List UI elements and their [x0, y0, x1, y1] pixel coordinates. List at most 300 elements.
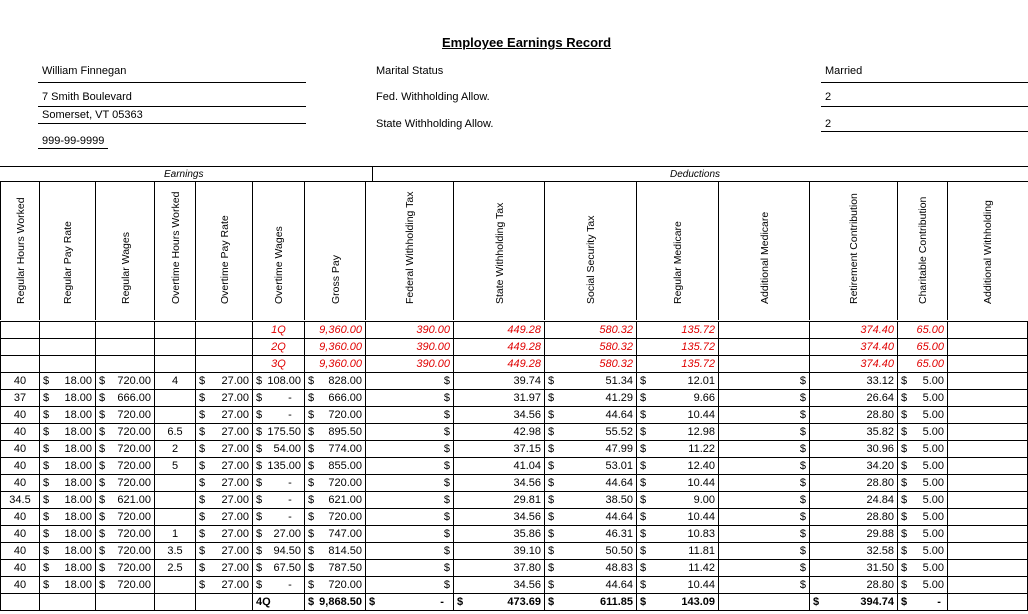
- table-cell: 449.28: [454, 322, 545, 339]
- table-cell: $ -: [253, 577, 305, 594]
- table-cell: $: [719, 373, 810, 390]
- column-header-label: State Withholding Tax: [493, 202, 506, 304]
- table-cell: $ 18.00: [40, 543, 96, 560]
- column-header-label: Regular Wages: [119, 232, 132, 304]
- total-ss: $ 611.85: [545, 594, 637, 611]
- table-cell: $ 54.00: [253, 441, 305, 458]
- column-header: [809, 182, 898, 320]
- table-cell: 26.64: [810, 390, 898, 407]
- column-header-label: Charitable Contribution: [917, 196, 929, 304]
- table-cell: $ 12.40: [637, 458, 719, 475]
- table-cell: $ 27.00: [196, 577, 253, 594]
- table-cell: $ 27.00: [253, 526, 305, 543]
- table-cell: [1, 339, 40, 356]
- table-cell: $: [366, 407, 454, 424]
- total-row: [1, 594, 1028, 611]
- table-cell: $ 12.98: [637, 424, 719, 441]
- table-cell: 135.72: [637, 339, 719, 356]
- table-cell: 35.86: [454, 526, 545, 543]
- table-cell: $ 5.00: [898, 390, 948, 407]
- divider: [821, 82, 1028, 83]
- table-cell: 40: [1, 407, 40, 424]
- column-header: [718, 182, 810, 320]
- table-cell: $ 5.00: [898, 509, 948, 526]
- table-cell: $: [719, 560, 810, 577]
- table-cell: $: [366, 543, 454, 560]
- total-gross: $ 9,868.50: [305, 594, 366, 611]
- table-cell: $ 774.00: [305, 441, 366, 458]
- table-row: [1, 509, 1028, 526]
- table-cell: [196, 322, 253, 339]
- table-cell: $ 11.42: [637, 560, 719, 577]
- quarter-label: 1Q: [253, 322, 305, 339]
- table-cell: 37.80: [454, 560, 545, 577]
- table-cell: 135.72: [637, 322, 719, 339]
- table-cell: 580.32: [545, 339, 637, 356]
- table-cell: 40: [1, 543, 40, 560]
- table-cell: 374.40: [810, 322, 898, 339]
- table-cell: $ 53.01: [545, 458, 637, 475]
- quarter-row: [1, 356, 1028, 373]
- table-cell: 39.10: [454, 543, 545, 560]
- table-cell: [155, 509, 196, 526]
- table-cell: [40, 339, 96, 356]
- table-cell: 65.00: [898, 339, 948, 356]
- table-cell: $: [719, 458, 810, 475]
- table-cell: [1, 356, 40, 373]
- table-cell: $: [366, 492, 454, 509]
- table-cell: $ 18.00: [40, 373, 96, 390]
- table-cell: [948, 322, 1028, 339]
- table-cell: 34.20: [810, 458, 898, 475]
- table-cell: $ 10.44: [637, 407, 719, 424]
- table-cell: $ 27.00: [196, 441, 253, 458]
- table-row: [1, 373, 1028, 390]
- table-cell: 39.74: [454, 373, 545, 390]
- table-cell: $ 48.83: [545, 560, 637, 577]
- table-cell: $: [366, 373, 454, 390]
- total-medicare: $ 143.09: [637, 594, 719, 611]
- table-cell: $ 720.00: [305, 475, 366, 492]
- table-cell: [948, 560, 1028, 577]
- table-cell: $: [366, 458, 454, 475]
- table-cell: $ 5.00: [898, 441, 948, 458]
- table-cell: $ 18.00: [40, 424, 96, 441]
- quarter-label: 2Q: [253, 339, 305, 356]
- table-row: [1, 577, 1028, 594]
- table-row: [1, 390, 1028, 407]
- table-cell: $ 44.64: [545, 407, 637, 424]
- table-cell: 34.56: [454, 509, 545, 526]
- table-cell: $ 18.00: [40, 509, 96, 526]
- table-cell: 9,360.00: [305, 322, 366, 339]
- total-retirement: $ 394.74: [810, 594, 898, 611]
- table-cell: 30.96: [810, 441, 898, 458]
- table-cell: $ 895.50: [305, 424, 366, 441]
- table-cell: $ 10.44: [637, 475, 719, 492]
- table-cell: $: [719, 424, 810, 441]
- table-cell: $ 5.00: [898, 424, 948, 441]
- table-cell: [948, 526, 1028, 543]
- table-cell: $: [719, 509, 810, 526]
- table-cell: $ 11.22: [637, 441, 719, 458]
- table-cell: $ 44.64: [545, 475, 637, 492]
- column-header-label: Additional Medicare: [758, 211, 771, 304]
- table-cell: 40: [1, 526, 40, 543]
- table-row: [1, 526, 1028, 543]
- divider: [38, 123, 306, 124]
- table-cell: [196, 339, 253, 356]
- table-cell: $ 41.29: [545, 390, 637, 407]
- table-cell: $ 27.00: [196, 390, 253, 407]
- table-cell: $ 18.00: [40, 458, 96, 475]
- table-cell: $ 720.00: [305, 509, 366, 526]
- table-cell: $ 720.00: [96, 458, 155, 475]
- state-withholding-value: 2: [825, 118, 832, 130]
- table-cell: $ 18.00: [40, 577, 96, 594]
- table-cell: 28.80: [810, 475, 898, 492]
- table-cell: 37: [1, 390, 40, 407]
- table-cell: 29.81: [454, 492, 545, 509]
- table-cell: 9,360.00: [305, 356, 366, 373]
- table-cell: $ -: [253, 475, 305, 492]
- table-cell: 40: [1, 577, 40, 594]
- table-cell: $ 46.31: [545, 526, 637, 543]
- table-cell: $ 175.50: [253, 424, 305, 441]
- table-cell: $ 621.00: [96, 492, 155, 509]
- table-cell: $: [366, 526, 454, 543]
- column-header-label: Federal Withholding Tax: [404, 191, 416, 304]
- table-cell: 5: [155, 458, 196, 475]
- column-header: [897, 182, 948, 320]
- earnings-table: [0, 321, 1028, 611]
- table-cell: [948, 339, 1028, 356]
- table-cell: $ 666.00: [305, 390, 366, 407]
- table-cell: $ 5.00: [898, 577, 948, 594]
- table-cell: [948, 458, 1028, 475]
- table-cell: [948, 407, 1028, 424]
- table-cell: $ 5.00: [898, 458, 948, 475]
- table-cell: 3.5: [155, 543, 196, 560]
- table-row: [1, 441, 1028, 458]
- column-header: [0, 182, 40, 320]
- table-cell: $ 38.50: [545, 492, 637, 509]
- marital-status-value: Married: [825, 65, 863, 77]
- table-cell: [1, 594, 40, 611]
- table-cell: 374.40: [810, 356, 898, 373]
- table-cell: $: [719, 390, 810, 407]
- table-cell: $: [366, 560, 454, 577]
- section-divider: [372, 166, 373, 182]
- table-cell: 2: [155, 441, 196, 458]
- table-cell: $ 18.00: [40, 560, 96, 577]
- table-cell: $: [719, 407, 810, 424]
- column-header-label: Social Security Tax: [585, 215, 597, 304]
- table-cell: [155, 475, 196, 492]
- table-cell: [40, 322, 96, 339]
- table-cell: [155, 356, 196, 373]
- table-cell: [96, 356, 155, 373]
- table-cell: 28.80: [810, 577, 898, 594]
- table-cell: 34.56: [454, 475, 545, 492]
- table-cell: $ -: [253, 492, 305, 509]
- table-cell: $ 55.52: [545, 424, 637, 441]
- table-cell: [948, 509, 1028, 526]
- table-cell: 40: [1, 458, 40, 475]
- column-header-label: Retirement Contribution: [848, 193, 860, 304]
- table-row: [1, 560, 1028, 577]
- table-cell: 41.04: [454, 458, 545, 475]
- table-cell: $: [366, 509, 454, 526]
- table-cell: [155, 322, 196, 339]
- table-cell: 28.80: [810, 509, 898, 526]
- table-cell: $ 10.44: [637, 509, 719, 526]
- total-charitable: $ -: [898, 594, 948, 611]
- total-fed: $ -: [366, 594, 454, 611]
- table-cell: $ 27.00: [196, 560, 253, 577]
- table-cell: 24.84: [810, 492, 898, 509]
- table-cell: $: [719, 475, 810, 492]
- table-cell: 40: [1, 424, 40, 441]
- employee-name: William Finnegan: [42, 65, 127, 77]
- table-cell: [948, 441, 1028, 458]
- quarter-label: 3Q: [253, 356, 305, 373]
- table-cell: 33.12: [810, 373, 898, 390]
- table-cell: [948, 492, 1028, 509]
- table-cell: 1: [155, 526, 196, 543]
- table-cell: $ 135.00: [253, 458, 305, 475]
- table-cell: $ 94.50: [253, 543, 305, 560]
- table-cell: $ 9.00: [637, 492, 719, 509]
- table-cell: [719, 356, 810, 373]
- table-cell: $ 720.00: [96, 407, 155, 424]
- table-cell: 42.98: [454, 424, 545, 441]
- column-header: [544, 182, 637, 320]
- table-cell: $ 27.00: [196, 475, 253, 492]
- table-cell: 449.28: [454, 356, 545, 373]
- table-cell: [155, 339, 196, 356]
- table-cell: $ 5.00: [898, 492, 948, 509]
- table-cell: 34.5: [1, 492, 40, 509]
- column-header: [195, 182, 253, 320]
- table-cell: [948, 390, 1028, 407]
- column-header-label: Overtime Pay Rate: [218, 215, 231, 304]
- table-cell: $ 720.00: [96, 560, 155, 577]
- table-cell: $ 27.00: [196, 458, 253, 475]
- table-cell: 135.72: [637, 356, 719, 373]
- column-header: [365, 182, 454, 320]
- table-cell: $ 720.00: [96, 424, 155, 441]
- table-cell: $ -: [253, 407, 305, 424]
- table-cell: 40: [1, 373, 40, 390]
- table-cell: $ 108.00: [253, 373, 305, 390]
- table-cell: $: [366, 475, 454, 492]
- divider: [38, 148, 108, 149]
- deductions-section-label: Deductions: [670, 169, 721, 180]
- page-title: Employee Earnings Record: [442, 35, 612, 50]
- quarter-row: [1, 339, 1028, 356]
- column-header-label: Additional Withholding: [982, 200, 994, 304]
- table-cell: $ -: [253, 509, 305, 526]
- table-cell: $ -: [253, 390, 305, 407]
- table-cell: $ 666.00: [96, 390, 155, 407]
- column-header: [304, 182, 366, 320]
- table-cell: [155, 492, 196, 509]
- table-cell: $ 44.64: [545, 577, 637, 594]
- table-cell: 40: [1, 560, 40, 577]
- table-cell: 65.00: [898, 356, 948, 373]
- table-cell: $: [719, 543, 810, 560]
- employee-address-line1: 7 Smith Boulevard: [42, 91, 132, 103]
- marital-status-label: Marital Status: [376, 65, 444, 77]
- column-header: [39, 182, 96, 320]
- table-row: [1, 424, 1028, 441]
- table-cell: $ 27.00: [196, 492, 253, 509]
- table-cell: $ 18.00: [40, 390, 96, 407]
- table-cell: 390.00: [366, 339, 454, 356]
- table-cell: $ 50.50: [545, 543, 637, 560]
- table-cell: $ 720.00: [96, 509, 155, 526]
- table-cell: $ 51.34: [545, 373, 637, 390]
- table-cell: $ 10.44: [637, 577, 719, 594]
- table-cell: $: [719, 492, 810, 509]
- table-cell: [719, 322, 810, 339]
- fed-withholding-value: 2: [825, 91, 832, 103]
- table-cell: [155, 577, 196, 594]
- table-row: [1, 543, 1028, 560]
- table-cell: $ 27.00: [196, 509, 253, 526]
- table-cell: [948, 577, 1028, 594]
- table-row: [1, 407, 1028, 424]
- table-row: [1, 492, 1028, 509]
- table-cell: 390.00: [366, 356, 454, 373]
- table-cell: 374.40: [810, 339, 898, 356]
- table-cell: $ 18.00: [40, 441, 96, 458]
- table-cell: $ 18.00: [40, 475, 96, 492]
- table-cell: 29.88: [810, 526, 898, 543]
- table-cell: [155, 390, 196, 407]
- table-cell: [948, 356, 1028, 373]
- table-cell: $ 5.00: [898, 373, 948, 390]
- column-header-label: Regular Hours Worked: [14, 197, 27, 304]
- table-cell: $ 787.50: [305, 560, 366, 577]
- divider: [821, 131, 1028, 132]
- column-header: [95, 182, 155, 320]
- table-cell: $ 814.50: [305, 543, 366, 560]
- table-cell: $ 44.64: [545, 509, 637, 526]
- table-cell: $: [719, 526, 810, 543]
- table-cell: [155, 407, 196, 424]
- table-cell: $: [366, 424, 454, 441]
- table-cell: $ 12.01: [637, 373, 719, 390]
- table-cell: 9,360.00: [305, 339, 366, 356]
- table-row: [1, 475, 1028, 492]
- table-cell: [1, 322, 40, 339]
- table-cell: $ 9.66: [637, 390, 719, 407]
- table-cell: [719, 594, 810, 611]
- total-state: $ 473.69: [454, 594, 545, 611]
- table-cell: [196, 594, 253, 611]
- table-cell: 449.28: [454, 339, 545, 356]
- table-cell: $ 720.00: [96, 441, 155, 458]
- table-cell: $ 27.00: [196, 373, 253, 390]
- table-cell: 65.00: [898, 322, 948, 339]
- column-header-label: Overtime Wages: [273, 226, 285, 304]
- table-cell: 580.32: [545, 356, 637, 373]
- table-cell: $ 27.00: [196, 424, 253, 441]
- column-header: [252, 182, 305, 320]
- table-cell: $ 720.00: [96, 577, 155, 594]
- table-cell: $ 720.00: [96, 475, 155, 492]
- table-cell: $: [366, 390, 454, 407]
- state-withholding-label: State Withholding Allow.: [376, 118, 494, 130]
- table-cell: $ 10.83: [637, 526, 719, 543]
- table-cell: [96, 339, 155, 356]
- table-cell: 40: [1, 509, 40, 526]
- table-cell: $ 828.00: [305, 373, 366, 390]
- divider: [821, 106, 1028, 107]
- table-cell: [96, 594, 155, 611]
- table-cell: 35.82: [810, 424, 898, 441]
- fed-withholding-label: Fed. Withholding Allow.: [376, 91, 490, 103]
- column-header: [947, 182, 1028, 320]
- table-cell: $ 18.00: [40, 407, 96, 424]
- table-cell: $ 18.00: [40, 492, 96, 509]
- column-header-label: Regular Pay Rate: [62, 221, 74, 304]
- table-cell: $ 67.50: [253, 560, 305, 577]
- table-cell: $ 621.00: [305, 492, 366, 509]
- column-header-label: Overtime Hours Worked: [169, 191, 182, 304]
- table-cell: 28.80: [810, 407, 898, 424]
- table-cell: $: [719, 577, 810, 594]
- table-cell: $ 27.00: [196, 543, 253, 560]
- table-cell: [948, 594, 1028, 611]
- table-cell: 580.32: [545, 322, 637, 339]
- table-cell: $: [719, 441, 810, 458]
- table-row: [1, 458, 1028, 475]
- divider: [38, 106, 306, 107]
- table-cell: $ 720.00: [305, 577, 366, 594]
- table-cell: $ 5.00: [898, 543, 948, 560]
- column-header: [453, 182, 545, 320]
- table-cell: $ 27.00: [196, 407, 253, 424]
- table-cell: 37.15: [454, 441, 545, 458]
- earnings-section-label: Earnings: [164, 169, 204, 180]
- table-cell: [948, 373, 1028, 390]
- header-top-border: [0, 166, 1028, 167]
- table-cell: $ 5.00: [898, 560, 948, 577]
- column-header: [154, 182, 196, 320]
- column-header-label: Regular Medicare: [672, 221, 684, 304]
- table-cell: [40, 594, 96, 611]
- table-cell: $ 47.99: [545, 441, 637, 458]
- quarter-row: [1, 322, 1028, 339]
- table-cell: $ 720.00: [96, 543, 155, 560]
- table-cell: $ 5.00: [898, 475, 948, 492]
- table-cell: 31.50: [810, 560, 898, 577]
- table-cell: 40: [1, 475, 40, 492]
- table-cell: 32.58: [810, 543, 898, 560]
- table-cell: [948, 424, 1028, 441]
- table-cell: [719, 339, 810, 356]
- table-cell: $ 18.00: [40, 526, 96, 543]
- table-cell: 34.56: [454, 577, 545, 594]
- table-cell: $ 720.00: [305, 407, 366, 424]
- table-cell: 2.5: [155, 560, 196, 577]
- table-cell: 40: [1, 441, 40, 458]
- total-label: 4Q: [253, 594, 305, 611]
- employee-address-line2: Somerset, VT 05363: [42, 109, 143, 121]
